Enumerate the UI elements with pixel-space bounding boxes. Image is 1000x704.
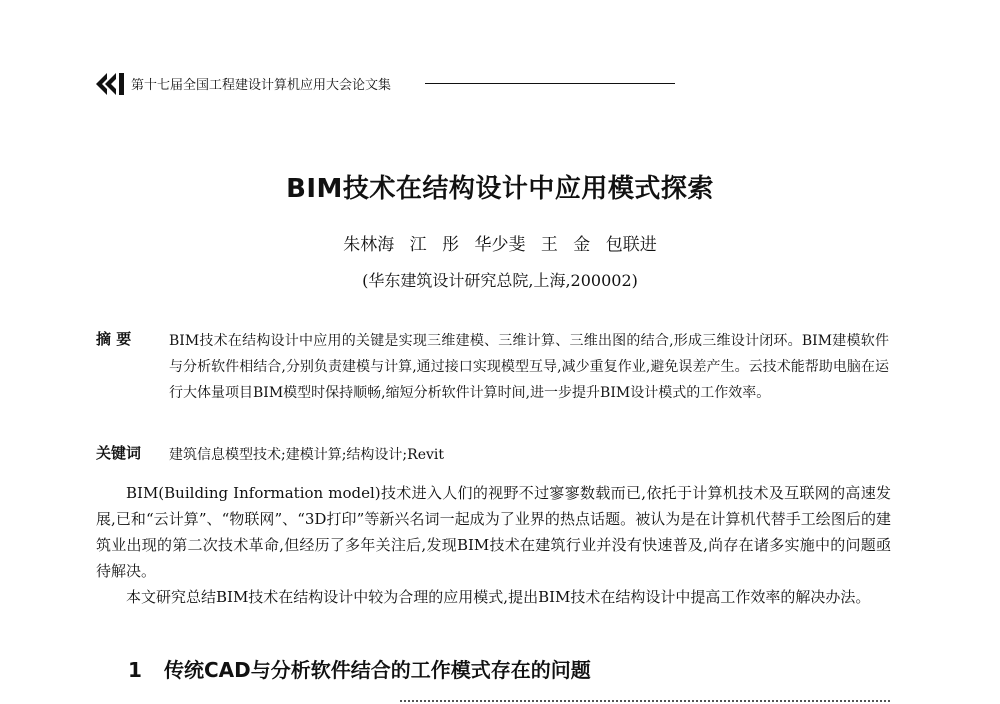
section-heading (128, 654, 591, 683)
paper-affiliation: (华东建筑设计研究总院,上海,200002) (362, 271, 638, 290)
keywords-label: 关键词 (96, 444, 142, 462)
section-title: 传统CAD与分析软件结合的工作模式存在的问题 (164, 658, 591, 682)
keywords-block (96, 442, 896, 468)
body-paragraph-2: 本文研究总结BIM技术在结构设计中较为合理的应用模式,提出BIM技术在结构设计中提高工作效率的解决办法。 (126, 588, 871, 606)
double-chevron-left-icon (95, 72, 125, 96)
paper-authors: 朱林海 江 彤 华少斐 王 金 包联进 (343, 235, 657, 255)
header-rule (425, 83, 675, 84)
paper-title: BIM技术在结构设计中应用模式探索 (286, 174, 714, 204)
running-header (95, 72, 695, 96)
keywords-text: 建筑信息模型技术;建模计算;结构设计;Revit (169, 447, 444, 463)
abstract-block (96, 328, 896, 438)
body-text (96, 480, 891, 610)
abstract-text: BIM技术在结构设计中应用的关键是实现三维建模、三维计算、三维出图的结合,形成三维设计闭环。BIM建模软件与分析软件相结合,分别负责建模与计算,通过接口实现模型互导,减少重复作业,避免误差产生。云技术能帮助电脑在运行大体量项目BIM模型时保持顺畅,缩短分析软件计算时间,进一步提升BIM设计模式的工作效率。 (169, 333, 889, 401)
running-title: 第十七届全国工程建设计算机应用大会论文集 (131, 78, 392, 93)
body-paragraph-1: BIM(Building Information model)技术进入人们的视野不过寥寥数载而已,依托于计算机技术及互联网的高速发展,已和“云计算”、“物联网”、“3D打印”等新兴名词一起成为了业界的热点话题。被认为是在计算机代替手工绘图后的建筑业出现的第二次技术革命,但经历了多年关注后,发现BIM技术在建筑行业并没有快速普及,尚存在诸多实施中的问题亟待解决。 (96, 484, 891, 580)
abstract-label: 摘 要 (96, 330, 132, 348)
section-number: 1 (128, 658, 142, 682)
truncated-next-line (400, 696, 890, 704)
